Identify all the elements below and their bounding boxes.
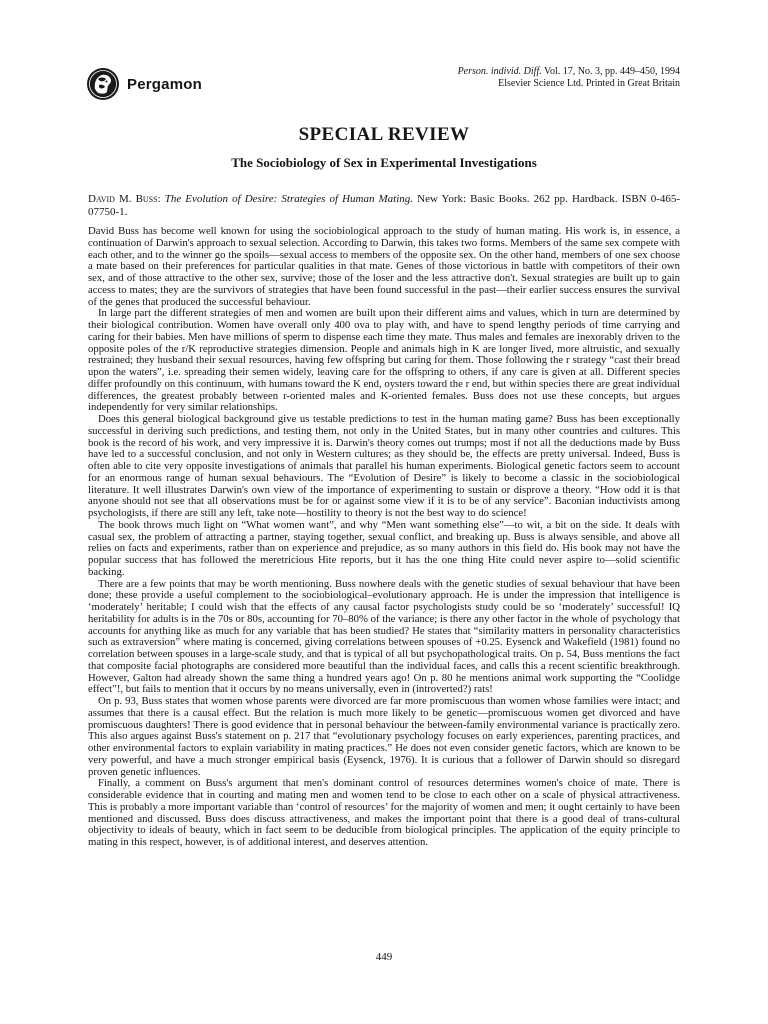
body-paragraph: The book throws much light on “What women want”, and why “Men want something else”—to wit, a bit on the side. It deals with casual sex, the problem of attracting a partner, staying together, sexual conflict, and breaking up. Buss is always sensible, and above all relies on facts and experiments, rather than on experience and prejudice, as so many authors in this field do. His book may not have the popular success that has followed the meretricious Hite reports, but it has the one thing Hite could never aspire to—solid scientific backing. [88,518,680,578]
book-reference [88,193,680,219]
article-title: The Sociobiology of Sex in Experimental Investigations [231,155,537,170]
copyright-line: Elsevier Science Ltd. Printed in Great Britain [498,78,680,89]
book-details: New York: Basic Books. 262 pp. Hardback. ISBN 0-465-07750-1. [88,193,681,218]
journal-name: Person. individ. Diff. [457,66,542,77]
journal-line [458,66,680,78]
page-number: 449 [375,951,393,963]
body-paragraph: There are a few points that may be worth mentioning. Buss nowhere deals with the genetic studies of sexual behaviour that have been done; these provide a useful complement to the sociobiological–evolutionary approach. He is under the impression that intelligence is ‘moderately’ heritable; I could wish that the effects of any causal factor psychologists study could be so ‘moderately’ successful! IQ heritability for adults is in the 70s or 80s, accounting for 70–80% of the variance; is there any other factor in the whole of psychology that accounts for anything like as much for any variable that has been studied? He states that “similarity matters in personality characteristics such as extraversion” where mating is concerned, giving correlations between spouses of +0.25. Eysenck and Wakefield (1981) found no correlation between spouses in a large-scale study, and that is typical of all but psychopathological traits. On p. 54, Buss mentions the fact that composite facial photographs are considered more beautiful than the individual faces, and calls this a recent scientific breakthrough. However, Galton had already shown the same thing a hundred years ago! On p. 80 he mentions animal work supporting the “Coolidge effect”!, but fails to mention that it occurs by no means universally, even in (introverted?) rats! [88,577,680,696]
journal-citation [458,66,680,90]
publisher-name: Pergamon [127,75,202,93]
body-paragraph: David Buss has become well known for using the sociobiological approach to the study of human mating. His work is, in essence, a continuation of Darwin's approach to sexual selection. According to Darwin, this takes two forms. Members of the same sex compete with each other, and to the winner go the spoils—sexual access to members of the opposite sex. On the other hand, members of one sex choose a mate based on their preferences for particular qualities in that mate. Genes of those victorious in battle with competitors of their own sex, and of those attractive to the other sex, survive; those of the loser and the less attractive don't. Sexual strategies are built up to gain access to mates; they are the survivors of strategies that have been found successful in the past—their earlier success ensures the survival of the genes that produced the successful behaviour. [88,226,680,308]
section-title: SPECIAL REVIEW [298,124,470,145]
book-author: David M. Buss: [88,193,161,205]
body-paragraph: In large part the different strategies of men and women are built upon their different aims and values, which in turn are determined by their biological contribution. Women have overall only 400 ova to play with, and have to spend lengthy periods of time carrying and caring for their babies. Men have millions of sperm to dispense each time they mate. Thus males and females are inexorably driven to the opposite poles of the r/K reproductive strategies dimension. People and animals high in K are longer lived, more altruistic, and sexually restrained; they husband their sexual resources, having few offspring but caring for them. Those following the r strategy “cast their bread upon the waters”, i.e. spreading their semen widely, leaving care for the offspring to others, if any care is given at all. Different species differ profoundly on this continuum, with humans toward the K end, oysters toward the r end, but within species there are great individual differences, the greatest probably between r-oriented males and K-oriented females. Buss does not use these concepts, but argues independently for very similar relationships. [88,307,680,414]
journal-issue: Vol. 17, No. 3, pp. 449–450, 1994 [541,66,680,77]
pergamon-logo [86,67,120,101]
book-title: The Evolution of Desire: Strategies of Human Mating. [164,193,414,205]
body-paragraph: On p. 93, Buss states that women whose parents were divorced are far more promiscuous than women whose families were intact; and assumes that there is a causal effect. But the relation is much more likely to be genetic—promiscuous women get divorced and have promiscuous daughters! There is good evidence that in personal behaviour the between-family environmental variance is practically zero. This also argues against Buss's statement on p. 217 that “evolutionary psychology focuses on early experiences, parenting practices, and other environmental factors to explain variability in mating practices.” He does not even consider genetic factors, which are known to be very powerful, and have a much stronger empirical basis (Eysenck, 1976). It is curious that a follower of Darwin should so disregard proven genetic influences. [88,695,680,778]
body-paragraph: Does this general biological background give us testable predictions to test in the human mating game? Buss has been exceptionally successful in deriving such predictions, and testing them, not only in the United States, but in many other countries and cultures. This book is the record of his work, and very impressive it is. Darwin's theory comes out trumps; most if not all the deductions made by Buss have led to a successful conclusion, and not only in Western cultures; as they should be, the effects are pretty universal. Indeed, Buss is often able to cite very opposite investigations of animals that parallel his human experiments. Biological genetic factors seem to account for an enormous range of human sexual behaviours. The “Evolution of Desire” is likely to become a classic in the sociobiological literature. It well illustrates Darwin's own view of the importance of experimenting to sustain or disprove a theory. “How odd it is that anyone should not see that all observations must be for or against some view if it is to be of any service”. Baconian inductivists among psychologists, if there are still any left, take note—hostility to theory is not the best way to do science! [88,413,680,519]
publisher-block [86,66,202,102]
review-body [88,226,680,936]
body-paragraph: Finally, a comment on Buss's argument that men's dominant control of resources determines women's choice of mate. There is considerable evidence that in courting and mating men and women tend to be close to each other on a scale of physical attractiveness. This is probably a more important variable than ‘control of resources’ for the majority of women and men; it ought certainly to have been mentioned and discussed. Buss does discuss attractiveness, and makes the important point that there is a good deal of trans-cultural objectivity to ideals of beauty, which in fact seem to be deducible from biological principles. The application of the equity principle to mating in this respect, however, is of additional interest, and deserves attention. [88,777,680,848]
